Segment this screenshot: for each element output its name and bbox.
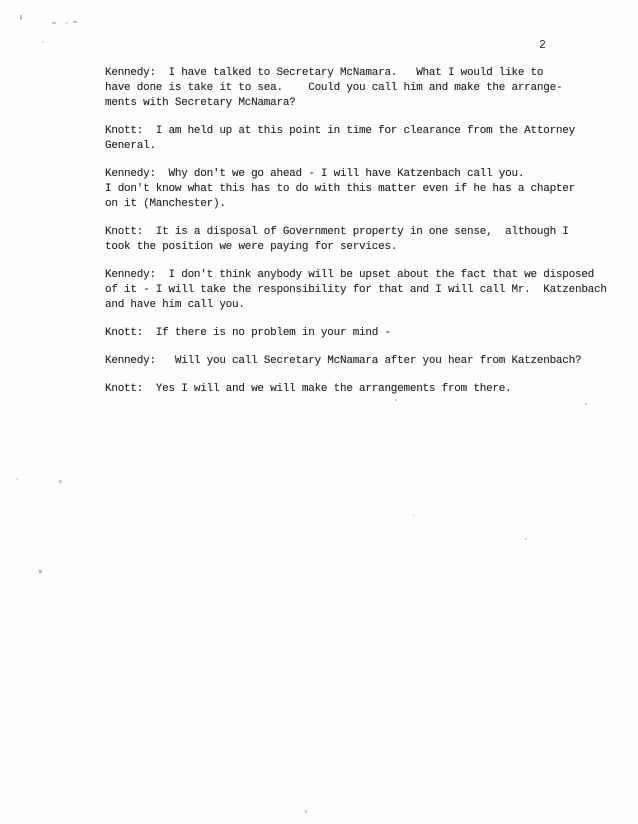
scan-speck <box>412 514 415 516</box>
transcript-line: ments with Secretary McNamara? <box>105 97 296 109</box>
scan-speck <box>52 22 56 24</box>
scan-speck <box>73 21 77 23</box>
transcript <box>105 66 625 410</box>
scan-speck <box>395 399 397 401</box>
scan-speck <box>65 22 68 24</box>
transcript-line: Kennedy: I don't think anybody will be upset about the fact that we disposed <box>105 269 595 281</box>
scan-speck <box>59 480 62 483</box>
transcript-line: Kennedy: Will you call Secretary McNamara after you hear from Katzenbach? <box>105 355 582 367</box>
scan-speck <box>39 570 42 573</box>
transcript-paragraph-kennedy <box>105 354 625 369</box>
transcript-paragraph-knott <box>105 326 625 341</box>
scan-speck <box>16 478 18 480</box>
scan-speck <box>305 810 307 813</box>
transcript-paragraph-kennedy <box>105 66 625 111</box>
transcript-line: General. <box>105 140 156 152</box>
scan-speck <box>525 538 527 540</box>
transcript-line: Knott: I am held up at this point in time for clearance from the Attorney <box>105 125 575 137</box>
page-number: 2 <box>539 39 546 52</box>
transcript-line: Kennedy: I have talked to Secretary McNamara. What I would like to <box>105 67 544 79</box>
transcript-line: took the position we were paying for services. <box>105 241 398 253</box>
transcript-paragraph-kennedy <box>105 268 625 313</box>
scan-speck <box>20 15 22 20</box>
transcript-line: Knott: If there is no problem in your mind - <box>105 327 391 339</box>
transcript-paragraph-knott <box>105 382 625 397</box>
transcript-line: of it - I will take the responsibility for that and I will call Mr. Katzenbach <box>105 284 607 296</box>
scan-speck <box>585 403 587 405</box>
transcript-paragraph-kennedy <box>105 167 625 212</box>
transcript-line: Knott: It is a disposal of Government property in one sense, although I <box>105 226 569 238</box>
scan-speck <box>42 41 44 43</box>
transcript-line: I don't know what this has to do with this matter even if he has a chapter <box>105 183 575 195</box>
transcript-line: Kennedy: Why don't we go ahead - I will have Katzenbach call you. <box>105 168 525 180</box>
transcript-line: on it (Manchester). <box>105 198 226 210</box>
transcript-line: have done is take it to sea. Could you call him and make the arrange- <box>105 82 563 94</box>
transcript-paragraph-knott <box>105 225 625 255</box>
transcript-line: Knott: Yes I will and we will make the arrangements from there. <box>105 383 512 395</box>
transcript-paragraph-knott <box>105 124 625 154</box>
transcript-line: and have him call you. <box>105 299 245 311</box>
